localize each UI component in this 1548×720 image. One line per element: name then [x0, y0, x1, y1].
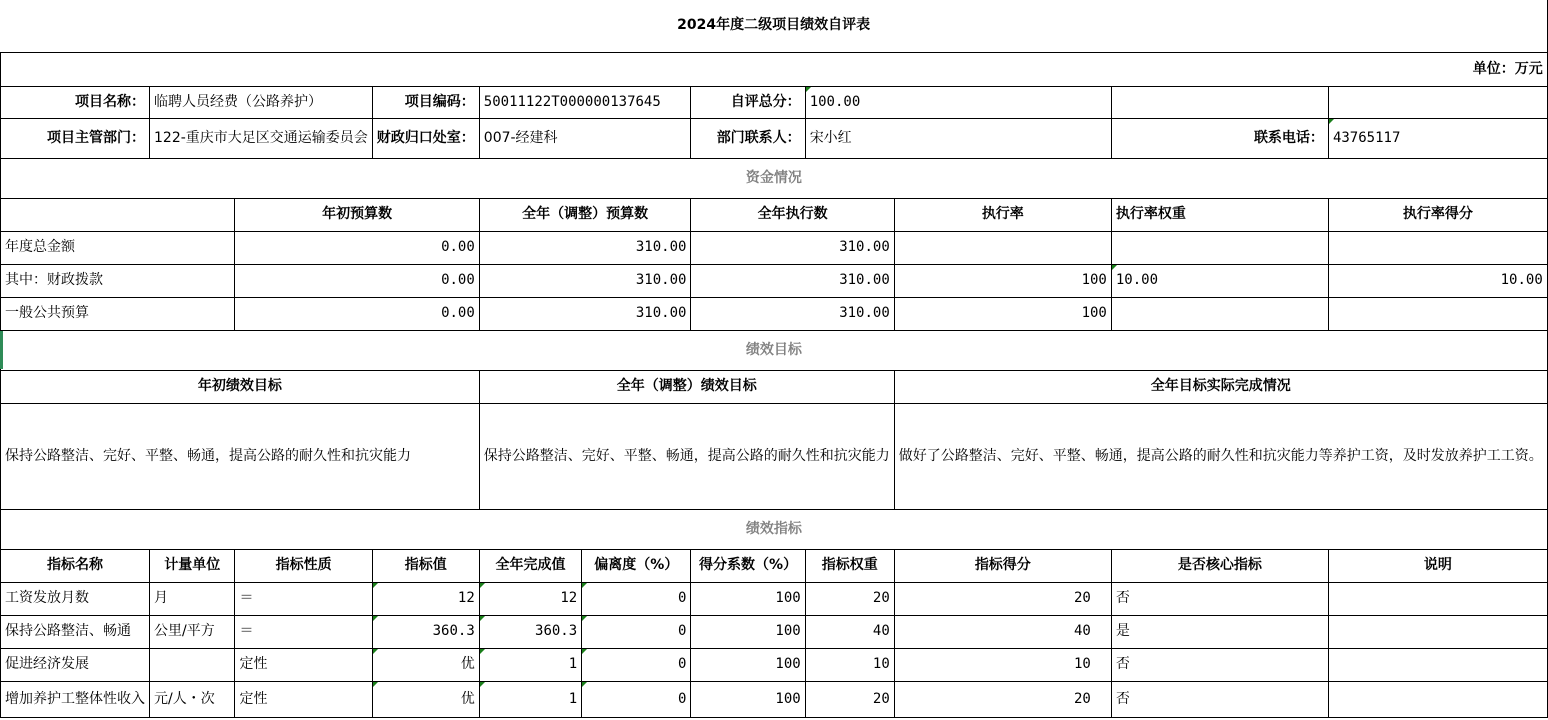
- funds-row-adjusted[interactable]: 310.00: [479, 231, 691, 264]
- ind-nature[interactable]: 定性: [235, 648, 372, 681]
- project-name-value[interactable]: 临聘人员经费（公路养护）: [150, 86, 373, 118]
- ind-actual[interactable]: 1: [479, 681, 581, 717]
- indicator-row: [1, 648, 1548, 681]
- ind-deviation[interactable]: 0: [582, 582, 691, 615]
- funds-row-rate[interactable]: [894, 231, 1111, 264]
- goals-content-row: [1, 403, 1548, 509]
- ind-unit[interactable]: [150, 648, 235, 681]
- ind-core[interactable]: 否: [1111, 582, 1328, 615]
- funds-row-initial[interactable]: 0.00: [235, 297, 479, 330]
- goals-actual-text[interactable]: 做好了公路整洁、完好、平整、畅通，提高公路的耐久性和抗灾能力等养护工资，及时发放养护工工资。: [894, 403, 1547, 509]
- ind-note[interactable]: [1328, 681, 1547, 717]
- ind-name[interactable]: 增加养护工整体性收入: [1, 681, 150, 717]
- finance-office-value[interactable]: 007-经建科: [479, 118, 691, 158]
- ind-deviation[interactable]: 0: [582, 681, 691, 717]
- ind-coef[interactable]: 100: [691, 582, 805, 615]
- funds-row-initial[interactable]: 0.00: [235, 231, 479, 264]
- ind-target[interactable]: 12: [372, 582, 479, 615]
- info-row-2: [1, 118, 1548, 158]
- indicators-header-row: [1, 549, 1548, 582]
- ind-unit[interactable]: 元/人・次: [150, 681, 235, 717]
- empty-cell[interactable]: [1328, 86, 1547, 118]
- funds-row-name[interactable]: 年度总金额: [1, 231, 235, 264]
- indicators-section-title[interactable]: 绩效指标: [1, 509, 1548, 549]
- funds-row-adjusted[interactable]: 310.00: [479, 264, 691, 297]
- ind-weight[interactable]: 40: [805, 615, 894, 648]
- empty-cell[interactable]: [1111, 86, 1328, 118]
- project-code-value[interactable]: 50011122T000000137645: [479, 86, 691, 118]
- ind-header-score[interactable]: 指标得分: [894, 549, 1111, 582]
- phone-value[interactable]: 43765117: [1328, 118, 1547, 158]
- funds-row-executed[interactable]: 310.00: [691, 264, 894, 297]
- funds-header-rate[interactable]: 执行率: [894, 198, 1111, 231]
- ind-name[interactable]: 保持公路整洁、畅通: [1, 615, 150, 648]
- goals-header-actual[interactable]: 全年目标实际完成情况: [894, 370, 1547, 403]
- ind-header-unit[interactable]: 计量单位: [150, 549, 235, 582]
- ind-name[interactable]: 工资发放月数: [1, 582, 150, 615]
- indicator-row: [1, 615, 1548, 648]
- row-selection-marker: [0, 331, 3, 369]
- info-row-1: [1, 86, 1548, 118]
- funds-row-rate[interactable]: 100: [894, 264, 1111, 297]
- funds-row-initial[interactable]: 0.00: [235, 264, 479, 297]
- ind-weight[interactable]: 10: [805, 648, 894, 681]
- ind-note[interactable]: [1328, 582, 1547, 615]
- indicators-section-row: [1, 509, 1548, 549]
- ind-core[interactable]: 否: [1111, 681, 1328, 717]
- ind-deviation[interactable]: 0: [582, 615, 691, 648]
- phone-label[interactable]: 联系电话：: [1111, 118, 1328, 158]
- funds-row-score[interactable]: 10.00: [1328, 264, 1547, 297]
- contact-value[interactable]: 宋小红: [805, 118, 1111, 158]
- ind-header-coef[interactable]: 得分系数（%）: [691, 549, 805, 582]
- title-row: [1, 0, 1548, 52]
- ind-deviation[interactable]: 0: [582, 648, 691, 681]
- funds-row-adjusted[interactable]: 310.00: [479, 297, 691, 330]
- ind-nature[interactable]: ＝: [235, 615, 372, 648]
- funds-row: [1, 231, 1548, 264]
- funds-row-score[interactable]: [1328, 297, 1547, 330]
- funds-header-blank[interactable]: [1, 198, 235, 231]
- ind-note[interactable]: [1328, 648, 1547, 681]
- ind-core[interactable]: 是: [1111, 615, 1328, 648]
- ind-header-name[interactable]: 指标名称: [1, 549, 150, 582]
- funds-header-score[interactable]: 执行率得分: [1328, 198, 1547, 231]
- self-score-label[interactable]: 自评总分：: [691, 86, 805, 118]
- ind-actual[interactable]: 1: [479, 648, 581, 681]
- goals-section-title[interactable]: 绩效目标: [1, 330, 1548, 370]
- ind-score[interactable]: 20: [894, 582, 1111, 615]
- ind-weight[interactable]: 20: [805, 681, 894, 717]
- funds-row-weight[interactable]: [1111, 297, 1328, 330]
- funds-row-executed[interactable]: 310.00: [691, 297, 894, 330]
- ind-target[interactable]: 优: [372, 681, 479, 717]
- ind-unit[interactable]: 公里/平方: [150, 615, 235, 648]
- goals-section-row: [1, 330, 1548, 370]
- goals-header-row: [1, 370, 1548, 403]
- ind-core[interactable]: 否: [1111, 648, 1328, 681]
- ind-weight[interactable]: 20: [805, 582, 894, 615]
- ind-header-nature[interactable]: 指标性质: [235, 549, 372, 582]
- project-name-label[interactable]: 项目名称：: [1, 86, 150, 118]
- goals-initial-text[interactable]: 保持公路整洁、完好、平整、畅通，提高公路的耐久性和抗灾能力: [1, 403, 480, 509]
- goals-adjusted-text[interactable]: 保持公路整洁、完好、平整、畅通，提高公路的耐久性和抗灾能力: [479, 403, 894, 509]
- contact-label[interactable]: 部门联系人：: [691, 118, 805, 158]
- ind-target[interactable]: 360.3: [372, 615, 479, 648]
- ind-header-core[interactable]: 是否核心指标: [1111, 549, 1328, 582]
- dept-label[interactable]: 项目主管部门：: [1, 118, 150, 158]
- ind-coef[interactable]: 100: [691, 648, 805, 681]
- funds-row-rate[interactable]: 100: [894, 297, 1111, 330]
- funds-header-adjusted[interactable]: 全年（调整）预算数: [479, 198, 691, 231]
- ind-header-note[interactable]: 说明: [1328, 549, 1547, 582]
- funds-row-executed[interactable]: 310.00: [691, 231, 894, 264]
- unit-row: [1, 52, 1548, 86]
- funds-row-weight[interactable]: [1111, 231, 1328, 264]
- funds-row: [1, 264, 1548, 297]
- page-title[interactable]: 2024年度二级项目绩效自评表: [1, 0, 1548, 52]
- ind-actual[interactable]: 360.3: [479, 615, 581, 648]
- ind-nature[interactable]: ＝: [235, 582, 372, 615]
- project-code-label[interactable]: 项目编码：: [372, 86, 479, 118]
- ind-header-weight[interactable]: 指标权重: [805, 549, 894, 582]
- goals-header-initial[interactable]: 年初绩效目标: [1, 370, 480, 403]
- dept-value[interactable]: 122-重庆市大足区交通运输委员会: [150, 118, 373, 158]
- ind-score[interactable]: 40: [894, 615, 1111, 648]
- ind-header-target[interactable]: 指标值: [372, 549, 479, 582]
- funds-header-executed[interactable]: 全年执行数: [691, 198, 894, 231]
- ind-header-deviation[interactable]: 偏离度（%）: [582, 549, 691, 582]
- unit-label[interactable]: 单位：万元: [1, 52, 1548, 86]
- self-score-value[interactable]: 100.00: [805, 86, 1111, 118]
- indicator-row: [1, 582, 1548, 615]
- finance-office-label[interactable]: 财政归口处室：: [372, 118, 479, 158]
- indicator-row: [1, 681, 1548, 717]
- ind-score[interactable]: 10: [894, 648, 1111, 681]
- funds-row-weight[interactable]: 10.00: [1111, 264, 1328, 297]
- funds-row-name[interactable]: 其中：财政拨款: [1, 264, 235, 297]
- funds-header-row: [1, 198, 1548, 231]
- goals-header-adjusted[interactable]: 全年（调整）绩效目标: [479, 370, 894, 403]
- funds-section-title[interactable]: 资金情况: [1, 158, 1548, 198]
- ind-note[interactable]: [1328, 615, 1547, 648]
- funds-row-score[interactable]: [1328, 231, 1547, 264]
- funds-header-weight[interactable]: 执行率权重: [1111, 198, 1328, 231]
- funds-row: [1, 297, 1548, 330]
- ind-coef[interactable]: 100: [691, 615, 805, 648]
- ind-coef[interactable]: 100: [691, 681, 805, 717]
- ind-unit[interactable]: 月: [150, 582, 235, 615]
- ind-actual[interactable]: 12: [479, 582, 581, 615]
- ind-nature[interactable]: 定性: [235, 681, 372, 717]
- ind-target[interactable]: 优: [372, 648, 479, 681]
- funds-section-row: [1, 158, 1548, 198]
- funds-header-initial[interactable]: 年初预算数: [235, 198, 479, 231]
- ind-header-actual[interactable]: 全年完成值: [479, 549, 581, 582]
- ind-name[interactable]: 促进经济发展: [1, 648, 150, 681]
- funds-row-name[interactable]: 一般公共预算: [1, 297, 235, 330]
- ind-score[interactable]: 20: [894, 681, 1111, 717]
